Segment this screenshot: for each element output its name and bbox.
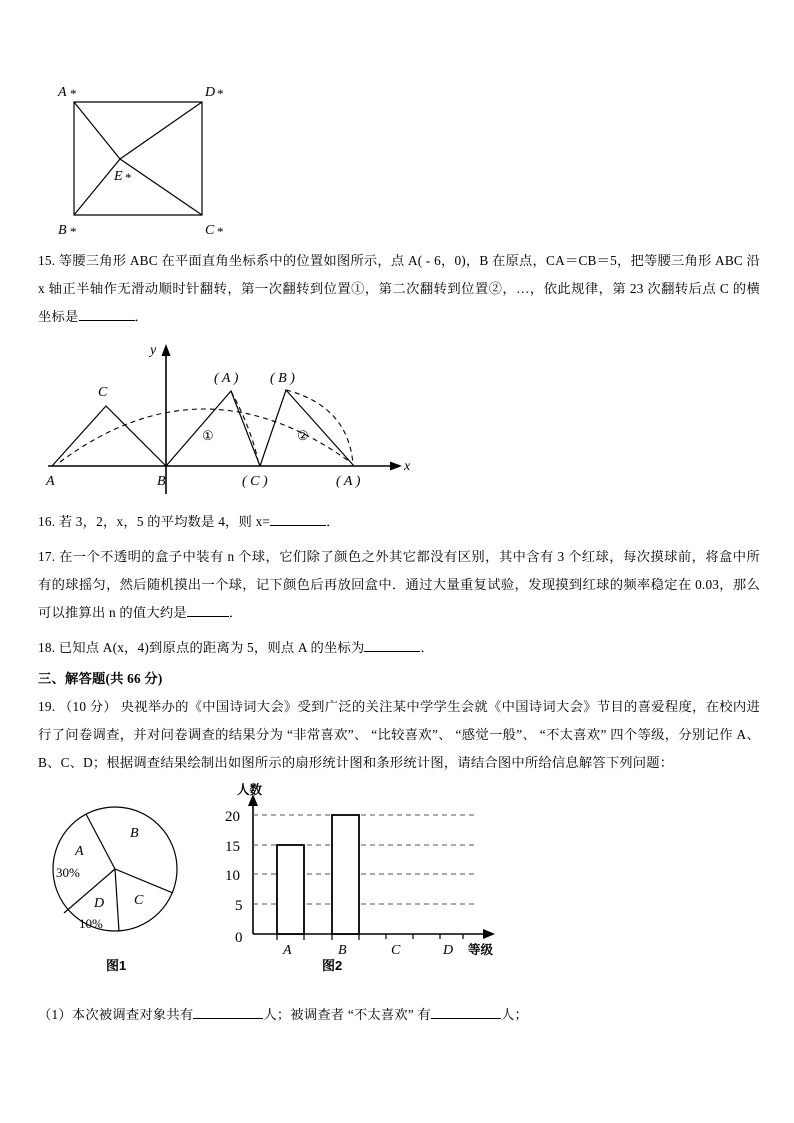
section-3-heading [38, 665, 760, 693]
bar-category-c: C [391, 943, 401, 958]
q15-number: 15. [38, 253, 56, 268]
bar-x-axis-title: 等级 [468, 943, 494, 957]
bar-y-axis-title: 人数 [237, 783, 263, 797]
q16-tail: ． [326, 514, 340, 529]
square-label-a: A [58, 85, 67, 100]
pie-divider-b-c [115, 869, 173, 893]
triangle-original [52, 406, 166, 466]
square-label-a-dot: * [70, 86, 77, 101]
bar-b [332, 815, 359, 934]
rolling-label-b1: ( B ) [270, 371, 295, 386]
bar-chart-figure [225, 782, 535, 962]
question-16 [38, 508, 760, 536]
position-marker-1: ① [202, 428, 214, 443]
bar-a [277, 845, 304, 934]
rolling-label-a2: ( A ) [336, 474, 361, 489]
x-axis-arrow [390, 462, 402, 471]
question-19 [38, 693, 760, 777]
square-label-d-dot: * [217, 86, 224, 101]
bar-ytick-0: 0 [235, 930, 243, 946]
q19-sub1-pre: （1）本次被调查对象共有 [38, 1007, 194, 1022]
square-label-c: C [205, 223, 215, 238]
question-18 [38, 634, 760, 662]
q19-sub1-mid: 人；被调查者 “不太喜欢” 有 [263, 1007, 432, 1022]
question-15 [38, 247, 760, 331]
q18-answer-blank[interactable] [364, 651, 420, 652]
q17-text: 在一个不透明的盒子中装有 n 个球，它们除了颜色之外其它都没有区别，其中含有 3 个红球，每次摸球前，将盒中所有的球摇匀，然后随机摸出一个球，记下颜色后再放回盒中．通过大量重复试验，发现摸到红球的频率稳定在 0.03，那么可以推算出 n 的值大约是 [38, 549, 761, 620]
q18-text: 已知点 A(x，4)到原点的距离为 5，则点 A 的坐标为 [58, 640, 365, 655]
rolling-label-b: B [157, 474, 166, 489]
bar-category-b: B [338, 943, 347, 958]
q19-sub1-blank-1[interactable] [193, 1018, 263, 1019]
square-label-c-dot: * [217, 224, 224, 239]
q15-tail: ． [134, 309, 148, 324]
pie-slice-label-a: A [75, 844, 84, 859]
pie-slice-label-b: B [130, 826, 139, 841]
q17-tail: ． [228, 605, 243, 620]
pie-slice-value-a: 30% [56, 865, 80, 880]
q16-answer-blank[interactable] [270, 525, 326, 526]
x-axis-label: x [404, 459, 411, 474]
q19-sub1-tail: 人； [501, 1007, 529, 1022]
q16-text: 若 3，2，x，5 的平均数是 4，则 x= [58, 514, 271, 529]
square-outline [74, 102, 202, 215]
q19-sub1-blank-2[interactable] [431, 1018, 501, 1019]
segment-ae [74, 102, 120, 159]
segment-ed [120, 102, 202, 159]
figure-square-abcd [48, 68, 248, 238]
position-marker-2: ② [297, 428, 309, 443]
pie-slice-label-d: D [94, 896, 105, 911]
pie-divider-c-d [115, 869, 119, 931]
pie-slice-label-c: C [134, 893, 144, 908]
bar-x-axis-arrow [483, 929, 495, 939]
segment-ec [120, 159, 202, 215]
figure-1-caption: 图1 [106, 958, 127, 973]
bar-ytick-20: 20 [225, 809, 240, 825]
pie-chart-figure [42, 782, 222, 962]
q19-score: （10 分） [58, 699, 118, 714]
bar-ytick-5: 5 [235, 898, 243, 914]
q15-answer-blank[interactable] [79, 320, 135, 321]
square-label-e-dot: * [125, 170, 132, 185]
rolling-label-c1: ( C ) [242, 474, 268, 489]
question-19-sub-1 [38, 1001, 760, 1029]
rolling-label-a: A [46, 474, 55, 489]
bar-category-a: A [283, 943, 292, 958]
square-label-d: D [205, 85, 216, 100]
q17-number: 17. [38, 549, 56, 564]
q15-text: 等腰三角形 ABC 在平面直角坐标系中的位置如图所示，点 A( - 6，0)，B 在原点，CA＝CB＝5，把等腰三角形 ABC 沿 x 轴正半轴作无滑动顺时针翻转，第一次翻转到位置①，第二次翻转到位置②，…，依此规律，第 23 次翻转后点 C 的横坐标是 [38, 253, 761, 324]
q17-answer-blank[interactable] [187, 616, 229, 617]
y-axis-label: y [150, 343, 157, 358]
q19-number: 19. [38, 699, 56, 714]
q16-number: 16. [38, 514, 56, 529]
rolling-label-c: C [98, 385, 108, 400]
q18-tail: ． [420, 640, 434, 655]
figure-rolling-triangle [38, 334, 413, 494]
square-label-b-dot: * [70, 224, 77, 239]
q19-text: 央视举办的《中国诗词大会》受到广泛的关注某中学学生会就《中国诗词大会》节目的喜爱程度，在校内进行了问卷调查，并对问卷调查的结果分为 “非常喜欢”、 “比较喜欢”、 “感觉一般”、 “不太喜欢” 四个等级，分别记作 A、B、C、D；根据调查结果绘制出如图所示的扇形统计图和条形统计图，请结合图中所给信息解答下列问题： [38, 699, 760, 770]
figure-2-caption: 图2 [322, 958, 343, 973]
y-axis-arrow [162, 344, 171, 356]
square-label-e: E [114, 169, 123, 184]
segment-eb [74, 159, 120, 215]
section-3-title: 三、解答题(共 66 分) [38, 671, 163, 686]
pie-divider-a-b [86, 814, 115, 869]
square-label-b: B [58, 223, 67, 238]
rolling-label-a1: ( A ) [214, 371, 239, 386]
pie-slice-value-d: 10% [79, 916, 103, 931]
bar-category-d: D [443, 943, 454, 958]
question-17 [38, 543, 760, 627]
bar-ytick-15: 15 [225, 839, 240, 855]
q18-number: 18. [38, 640, 56, 655]
bar-ytick-10: 10 [225, 868, 240, 884]
